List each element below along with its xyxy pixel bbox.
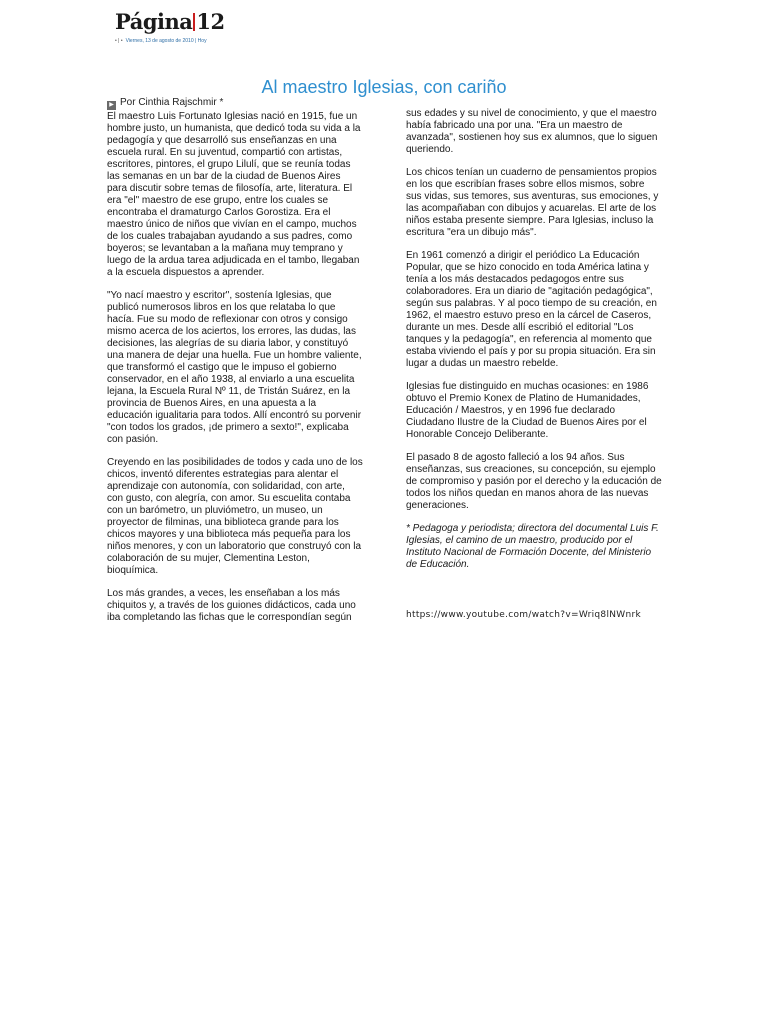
paragraph: "Yo nací maestro y escritor", sostenía Iglesias, que publicó numerosos libros en los que relataba lo que hacía. Fue su modo de reflexionar con otros y consigo mismo acerca de los aciertos, los errores, las dudas, las decisiones, las alegrías de su diaria labor, y constituyó una manera de dejar una huella. Fue un hombre valiente, que transformó el castigo que le impuso el gobierno conservador, en el año 1938, al enviarlo a una escuelita lejana, la Escuela Rural Nº 11, de Tristán Suárez, en la provincia de Buenos Aires, en una apuesta a la educación igualitaria para todos. Allí encontró su porvenir "con todos los grados, ¡de primero a sexto!", explicaba con pasión. [107,290,362,445]
author-footnote: * Pedagoga y periodista; directora del documental Luis F. Iglesias, el camino de un maestro, producido por el Instituto Nacional de Formación Docente, del Ministerio de Educación. [406,523,659,570]
byline-text: Por Cinthia Rajschmir * [120,97,224,108]
dateline-dots: • | • [115,38,123,44]
article-column-right [406,108,662,621]
article-title: Al maestro Iglesias, con cariño [261,77,507,97]
paragraph: Los más grandes, a veces, les enseñaban a los más chiquitos y, a través de los guiones didácticos, cada uno iba completando las fichas que le correspondían según [107,588,356,623]
paragraph: El pasado 8 de agosto falleció a los 94 años. Sus enseñanzas, sus creaciones, su concepción, su ejemplo de compromiso y pasión por el derecho y la educación de todos los niños quedan en manos ahora de las nuevas generaciones. [406,452,662,511]
youtube-link[interactable]: https://www.youtube.com/watch?v=Wriq8lNWnrk [406,610,641,620]
paragraph: El maestro Luis Fortunato Iglesias nació en 1915, fue un hombre justo, un humanista, que dedicó toda su vida a la pedagogía y que desarrolló sus enseñanzas en una escuela rural. En su juventud, compartió con artistas, escritores, pintores, el grupo Lilulí, que se reunía todas las semanas en un bar de la ciudad de Buenos Aires para discutir sobre temas de filosofía, arte, literatura. El era "el" maestro de ese grupo, entre los cuales se encontraba el dramaturgo Carlos Gorostiza. Era el maestro único de niños que vivían en el campo, muchos de los cuales trabajaban ayudando a sus padres, como boyeros; se levantaban a la mañana muy temprano y luego de la ardua tarea adjudicada en el tambo, llegaban a la escuela dispuestos a aprender. [107,111,361,278]
paragraph: Iglesias fue distinguido en muchas ocasiones: en 1986 obtuvo el Premio Konex de Platino de Humanidades, Educación / Maestros, y en 1996 fue declarado Ciudadano Ilustre de la Ciudad de Buenos Aires por el Honorable Concejo Deliberante. [406,381,649,440]
paragraph: En 1961 comenzó a dirigir el periódico La Educación Popular, que se hizo conocido en toda América latina y tenía a los más destacados pedagogos entre sus colaboradores. Era un diario de "agitación pedagógica", según sus palabras. Y al poco tiempo de su creación, en 1962, el maestro estuvo preso en la cárcel de Caseros, durante un mes. Desde allí escribió el editorial "Los tanques y la pedagogía", en referencia al momento que estaba viviendo el país y por su propia situación. Era sin lugar a dudas un maestro rebelde. [406,250,657,369]
masthead [115,8,225,45]
dateline-date[interactable]: Viernes, 13 de agosto de 2010 | Hoy [125,38,207,44]
newspaper-logo[interactable] [115,8,225,36]
paragraph: sus edades y su nivel de conocimiento, y que el maestro había fabricado una por una. "Era un maestro de avanzada", sostienen hoy sus ex alumnos, que lo siguen queriendo. [406,108,658,155]
article-column-left [107,111,363,635]
play-icon: ▶ [107,101,116,110]
paragraph: Creyendo en las posibilidades de todos y cada uno de los chicos, inventó diferentes estrategias para alentar el aprendizaje con autonomía, con solidaridad, con arte, con gusto, con alegría, con amor. Su escuelita contaba con un barómetro, un pluviómetro, un museo, un proyector de filminas, una biblioteca grande para los chicos mayores y una biblioteca más pequeña para los niños menores, y con un laboratorio que construyó con la colaboración de su mujer, Clementina Leston, bioquímica. [107,457,363,576]
paragraph: Los chicos tenían un cuaderno de pensamientos propios en los que escribían frases sobre ellos mismos, sobre sus vidas, sus temores, sus aventuras, sus emociones, y las acompañaban con dibujos y acuarelas. El arte de los niños estaba presente siempre. Para Iglesias, incluso la escritura "era un dibujo más". [406,167,659,238]
logo-text-left: Página [115,9,193,34]
byline [107,97,223,110]
dateline [115,38,225,45]
logo-text-right: 12 [196,9,225,34]
